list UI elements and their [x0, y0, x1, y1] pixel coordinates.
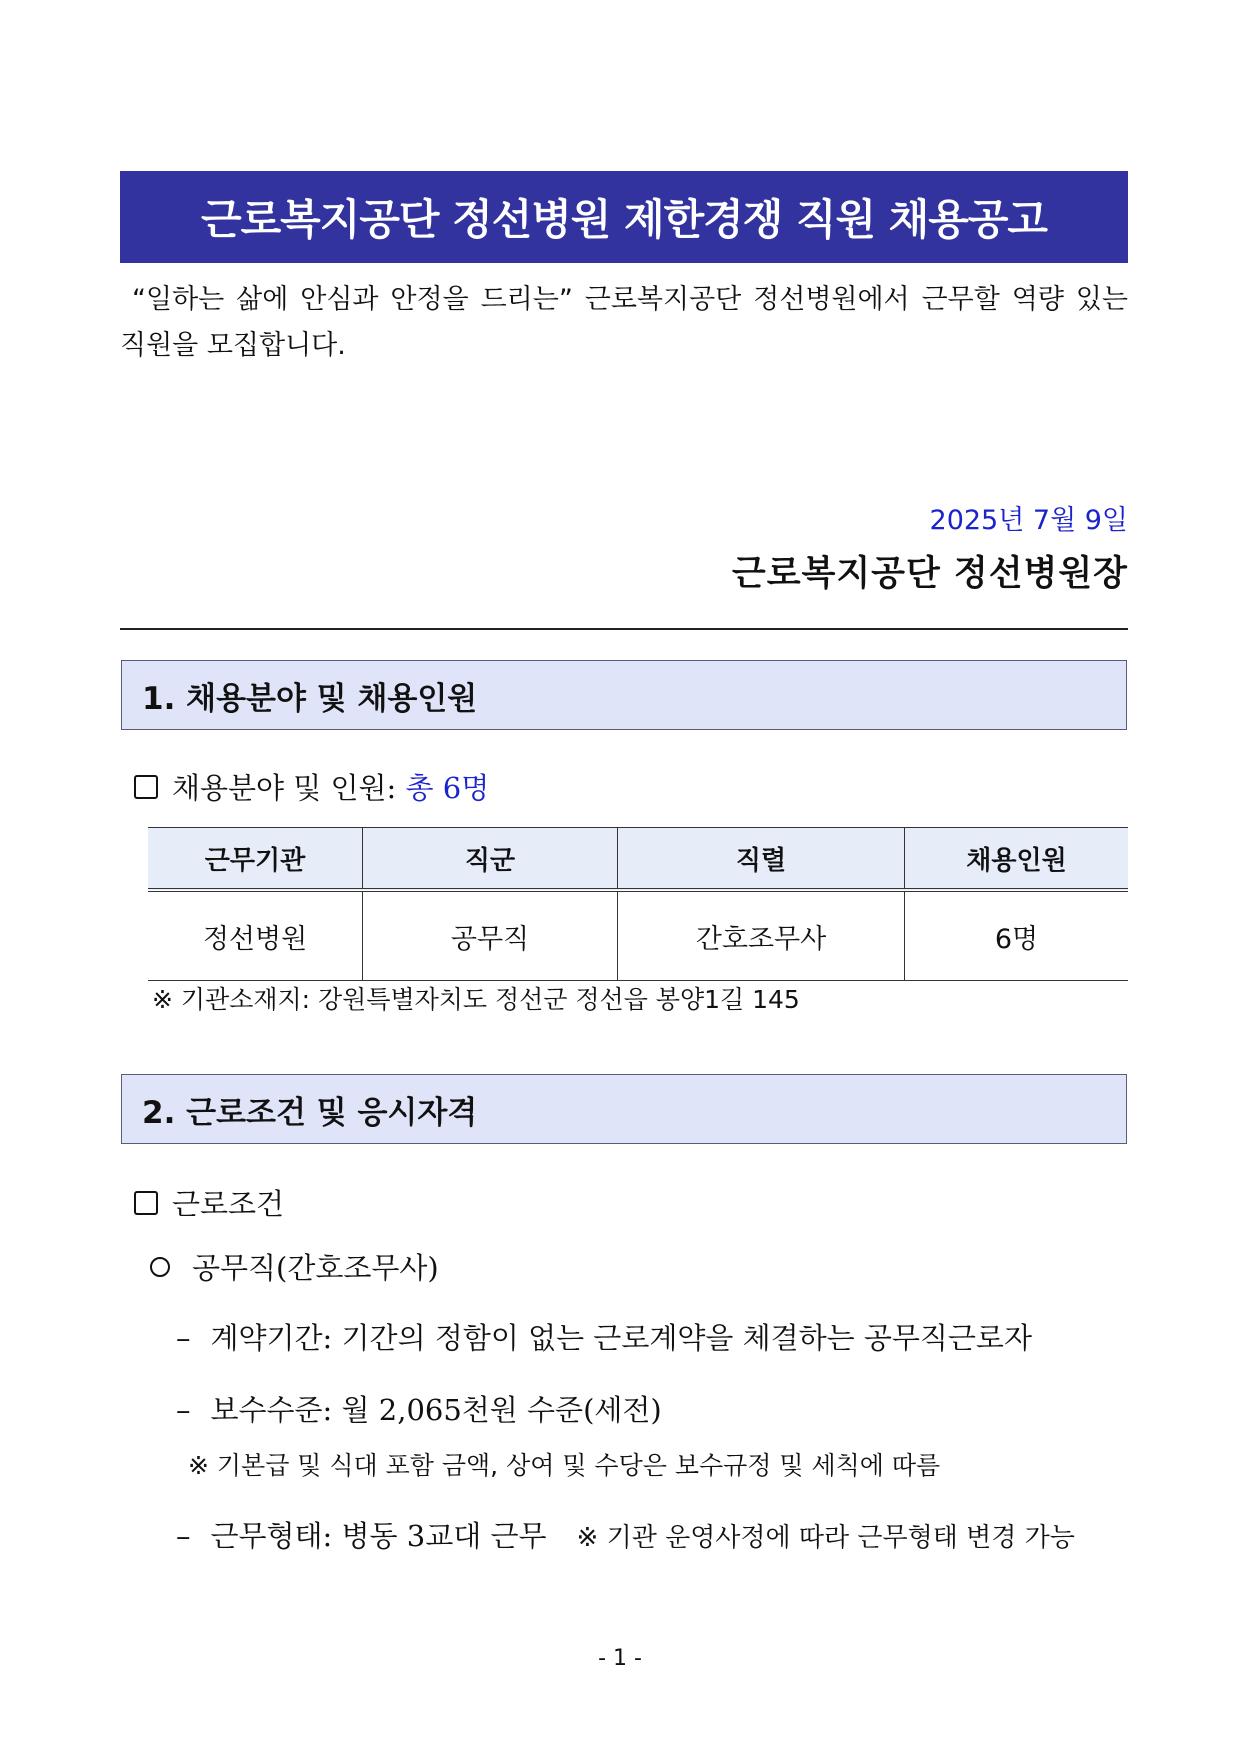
table-cell: 정선병원: [148, 890, 363, 981]
table-header-cell: 근무기관: [148, 828, 363, 891]
work-conditions-label: 근로조건: [172, 1187, 285, 1221]
recruit-field-heading: [134, 766, 489, 807]
table-cell: 간호조무사: [618, 890, 905, 981]
work-type-note: ※ 기관 운영사정에 따라 근무형태 변경 가능: [576, 1523, 1075, 1553]
pay-text: 보수수준: 월 2,065천원 수준(세전): [210, 1393, 662, 1427]
dash-bullet: –: [176, 1393, 191, 1427]
section-1-title: 1. 채용분야 및 채용인원: [142, 680, 478, 717]
announcement-date: 2025년 7월 9일: [929, 505, 1128, 536]
page-title: 근로복지공단 정선병원 제한경쟁 직원 채용공고: [201, 195, 1047, 244]
pay-item: [176, 1388, 662, 1429]
square-bullet-icon: [134, 775, 158, 799]
page-number: - 1 -: [598, 1646, 642, 1671]
table-header-cell: 직렬: [618, 828, 905, 891]
contract-text: 계약기간: 기간의 정함이 없는 근로계약을 체결하는 공무직근로자: [210, 1321, 1032, 1355]
table-cell: 6명: [905, 890, 1129, 981]
table-cell: 공무직: [363, 890, 618, 981]
table-header-cell: 직군: [363, 828, 618, 891]
job-category-heading: [150, 1246, 439, 1287]
table-row: [148, 890, 1128, 981]
table-header-row: [148, 828, 1128, 891]
recruit-total: 총 6명: [405, 771, 490, 805]
title-banner: [120, 171, 1128, 263]
intro-line-1: “일하는 삶에 안심과 안정을 드리는” 근로복지공단 정선병원에서 근무할 역량 있는: [132, 284, 1128, 315]
intro-paragraph: [120, 277, 1128, 369]
dash-bullet: –: [176, 1519, 191, 1553]
square-bullet-icon: [134, 1191, 158, 1215]
recruit-table: [148, 827, 1128, 981]
work-type-text: 근무형태: 병동 3교대 근무: [210, 1519, 547, 1553]
work-conditions-heading: [134, 1182, 284, 1223]
pay-note: ※ 기본급 및 식대 포함 금액, 상여 및 수당은 보수규정 및 세칙에 따름: [188, 1451, 941, 1480]
circle-bullet-icon: [150, 1257, 170, 1277]
section-1-header: [121, 660, 1127, 730]
contract-item: [176, 1316, 1032, 1357]
recruit-field-label: 채용분야 및 인원:: [172, 771, 406, 805]
header-divider: [120, 628, 1128, 630]
job-category-label: 공무직(간호조무사): [192, 1251, 439, 1285]
section-2-title: 2. 근로조건 및 응시자격: [142, 1094, 478, 1131]
location-note: ※ 기관소재지: 강원특별자치도 정선군 정선읍 봉양1길 145: [152, 985, 800, 1014]
issuer-name: 근로복지공단 정선병원장: [731, 554, 1128, 594]
section-2-header: [121, 1074, 1127, 1144]
table-header-cell: 채용인원: [905, 828, 1129, 891]
dash-bullet: –: [176, 1321, 191, 1355]
work-type-item: [176, 1514, 1075, 1555]
intro-line-2: 직원을 모집합니다.: [120, 330, 346, 361]
